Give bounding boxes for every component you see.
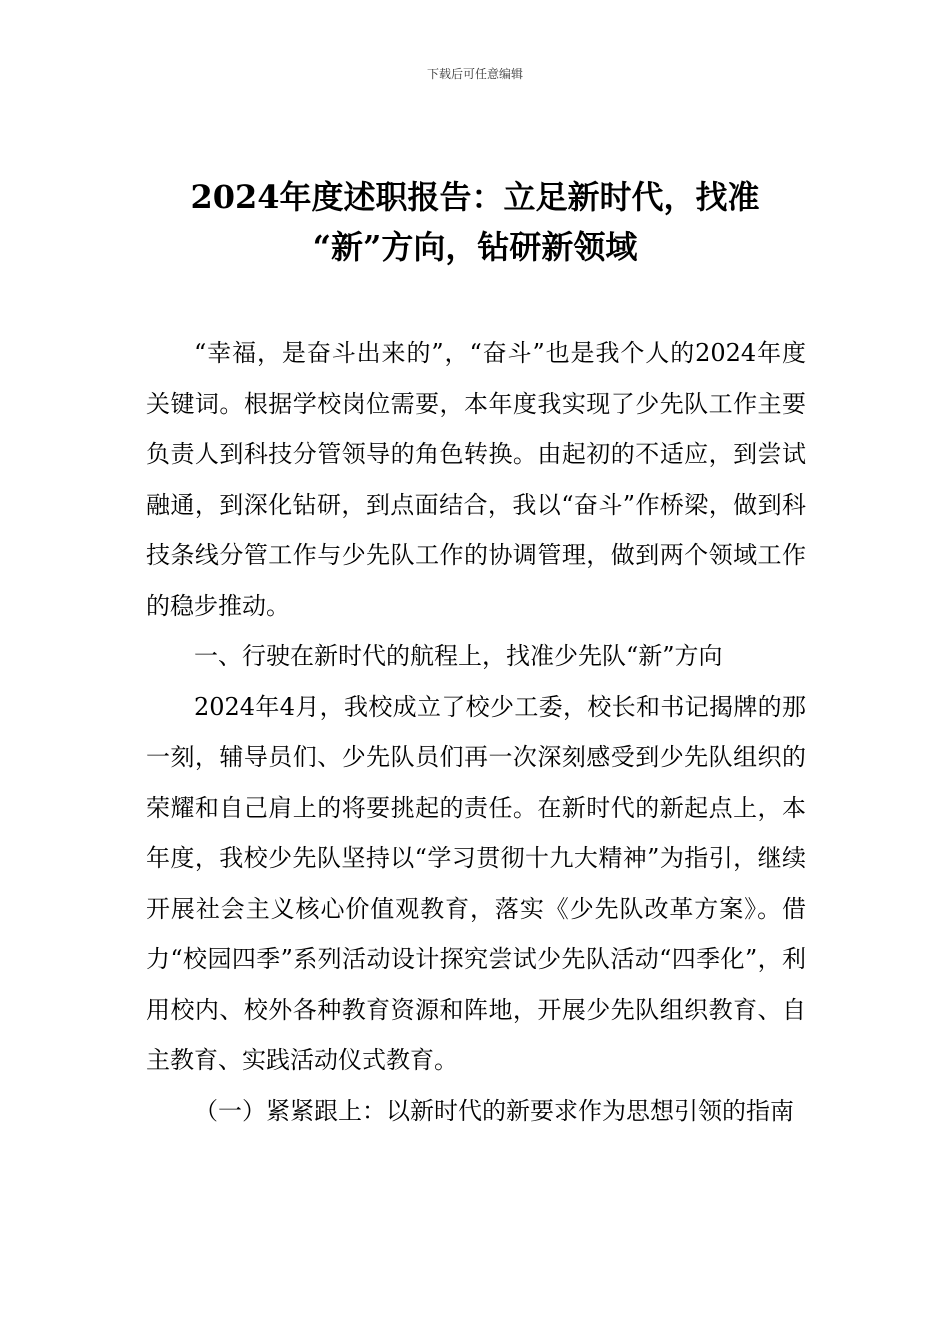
subsection-heading-1: （一）紧紧跟上：以新时代的新要求作为思想引领的指南 [194,1096,794,1125]
document-body [146,328,806,1136]
title-line-2: “新”方向，钻研新领域 [312,228,638,266]
paragraph-intro: “幸福，是奋斗出来的”，“奋斗”也是我个人的2024年度关键词。根据学校岗位需要，本年度我实现了少先队工作主要负责人到科技分管领导的角色转换。由起初的不适应，到尝试融通，到深化钻研，到点面结合，我以“奋斗”作桥梁，做到科技条线分管工作与少先队工作的协调管理，做到两个领域工作的稳步推动。 [146,339,806,620]
title-line-1: 2024年度述职报告：立足新时代，找准 [190,178,760,216]
section-heading-1: 一、行驶在新时代的航程上，找准少先队“新”方向 [194,642,723,670]
paragraph-section-1: 2024年4月，我校成立了校少工委，校长和书记揭牌的那一刻，辅导员们、少先队员们再一次深刻感受到少先队组织的荣耀和自己肩上的将要挑起的责任。在新时代的新起点上，本年度，我校少先队坚持以“学习贯彻十九大精神”为指引，继续开展社会主义核心价值观教育，落实《少先队改革方案》。借力“校园四季”系列活动设计探究尝试少先队活动“四季化”，利用校内、校外各种教育资源和阵地，开展少先队组织教育、自主教育、实践活动仪式教育。 [146,692,806,1074]
header-note: 下载后可任意编辑 [426,67,523,81]
document-title [140,172,810,272]
